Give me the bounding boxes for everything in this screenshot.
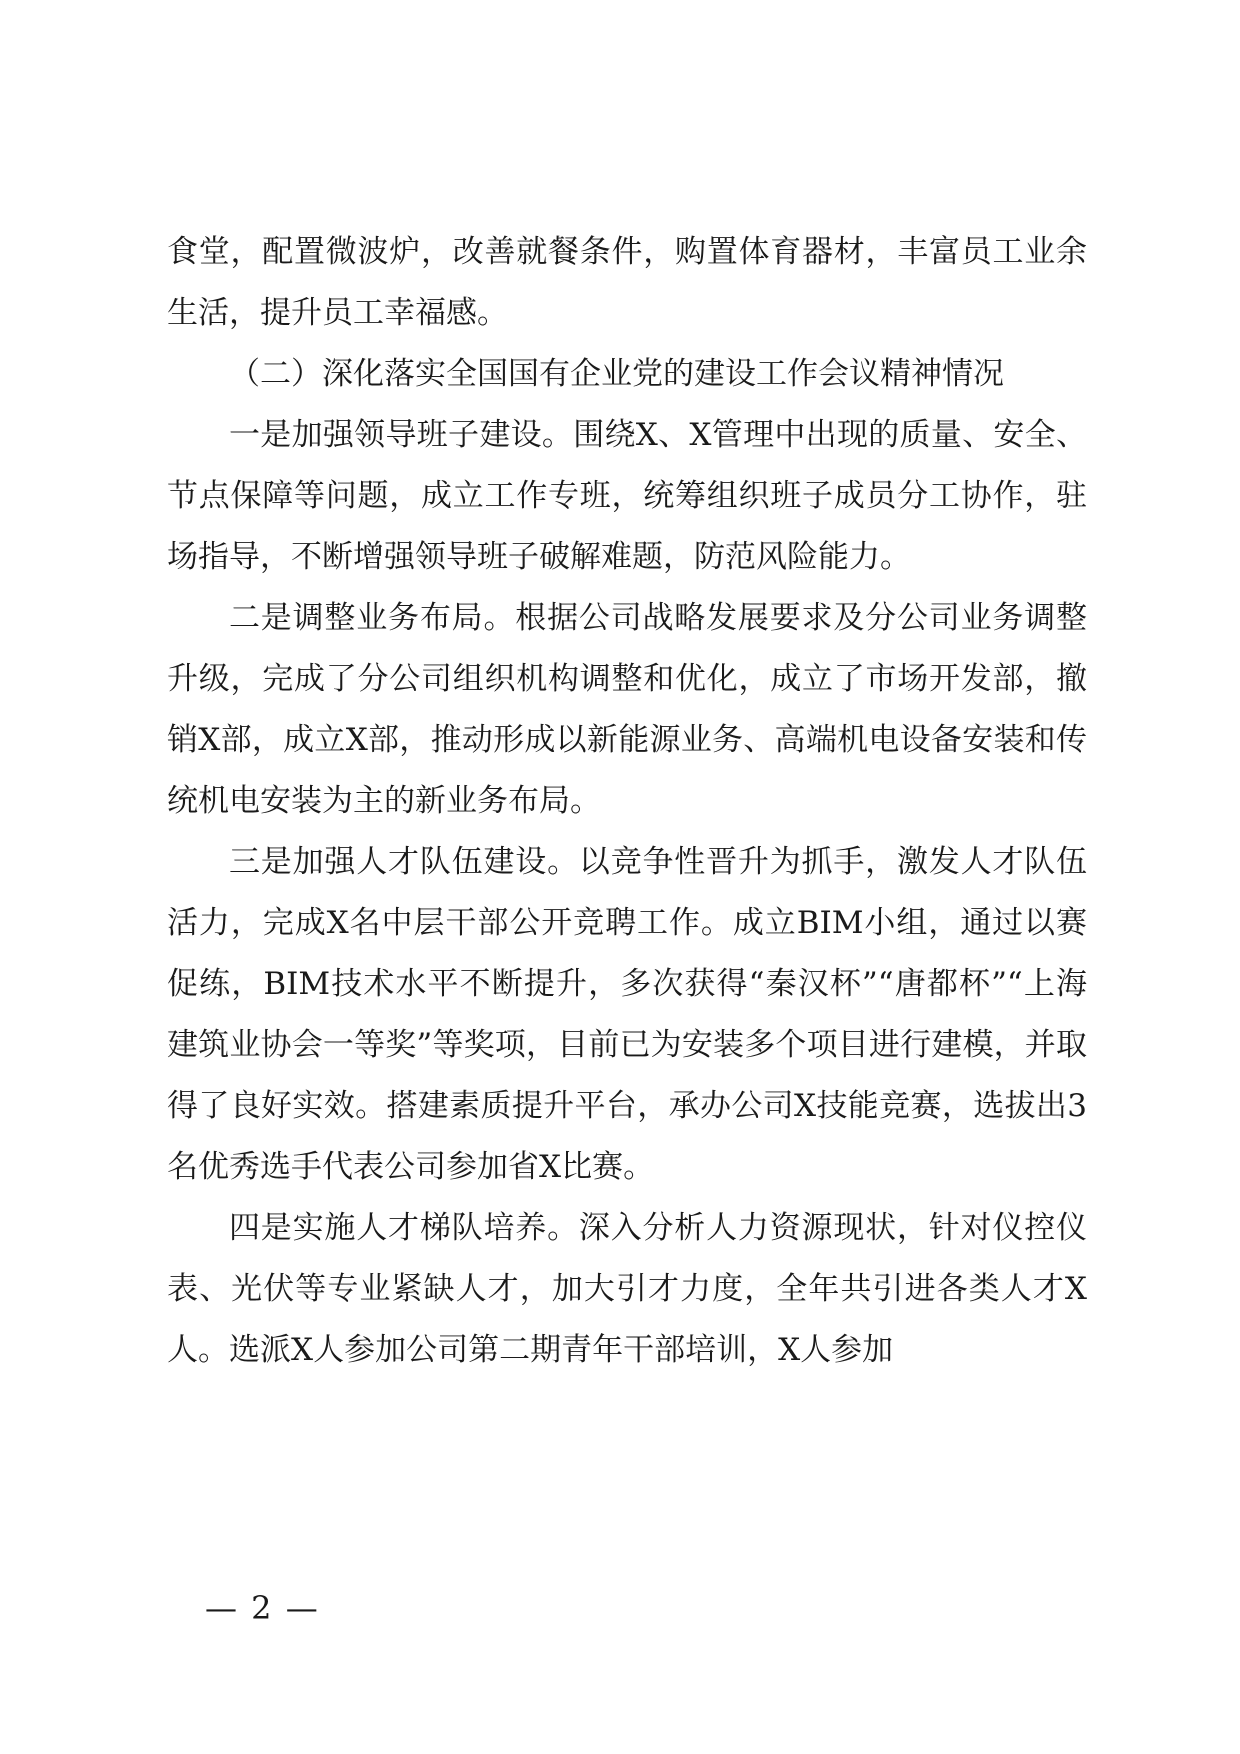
page-number: — 2 — [205,1589,320,1627]
document-body [167,222,1087,1381]
paragraph-business-layout: 二是调整业务布局。根据公司战略发展要求及分公司业务调整升级，完成了分公司组织机构调整和优化，成立了市场开发部，撤销X部，成立X部，推动形成以新能源业务、高端机电设备安装和传统机电安装为主的新业务布局。 [167,600,1087,819]
paragraph-canteen-continuation: 食堂，配置微波炉，改善就餐条件，购置体育器材，丰富员工业余生活，提升员工幸福感。 [167,234,1087,331]
paragraph-talent-echelon: 四是实施人才梯队培养。深入分析人力资源现状，针对仪控仪表、光伏等专业紧缺人才，加大引才力度，全年共引进各类人才X人。选派X人参加公司第二期青年干部培训，X人参加 [167,1210,1087,1368]
paragraph-leadership-team: 一是加强领导班子建设。围绕X、X管理中出现的质量、安全、节点保障等问题，成立工作专班，统筹组织班子成员分工协作，驻场指导，不断增强领导班子破解难题，防范风险能力。 [167,417,1087,575]
paragraph-talent-team: 三是加强人才队伍建设。以竞争性晋升为抓手，激发人才队伍活力，完成X名中层干部公开竞聘工作。成立BIM小组，通过以赛促练，BIM技术水平不断提升，多次获得“秦汉杯”“唐都杯”“上海建筑业协会一等奖”等奖项，目前已为安装多个项目进行建模，并取得了良好实效。搭建素质提升平台，承办公司X技能竞赛，选拔出3名优秀选手代表公司参加省X比赛。 [167,844,1087,1185]
section-heading-party-building: （二）深化落实全国国有企业党的建设工作会议精神情况 [229,356,1004,392]
